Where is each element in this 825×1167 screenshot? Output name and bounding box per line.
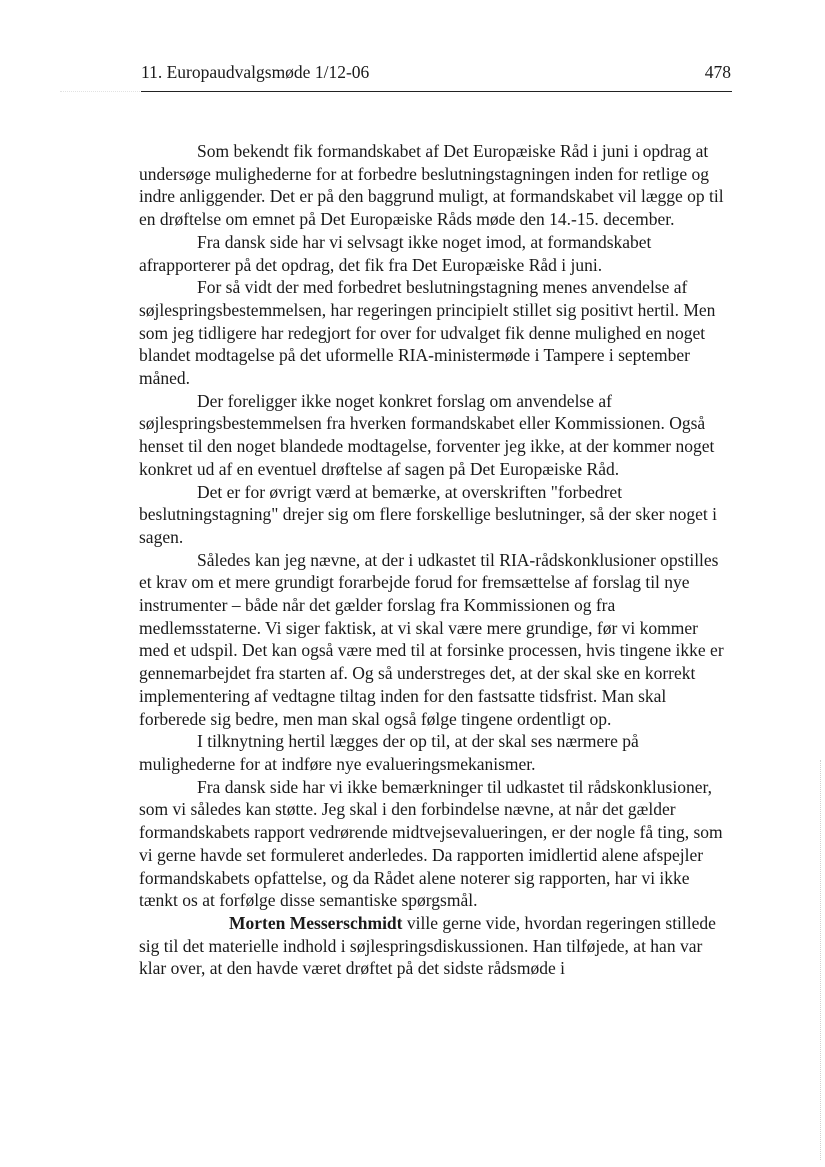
paragraph: Fra dansk side har vi ikke bemærkninger til udkastet til rådskonklusioner, som vi således kan støtte. Jeg skal i den forbindelse nævne, at når det gælder formandskabets rapport vedrørende midtvejsevalueringen, er der nogle få ting, som vi gerne havde set formuleret anderledes. Da rapporten imidlertid alene afspejler formandskabets opfattelse, og da Rådet alene noterer sig rapporten, har vi ikke tænkt os at forfølge disse semantiske spørgsmål. bbox=[139, 776, 723, 911]
header-rule bbox=[141, 91, 732, 92]
document-body bbox=[139, 140, 729, 980]
meeting-title: 11. Europaudvalgsmøde 1/12-06 bbox=[141, 62, 370, 82]
page-number: 478 bbox=[704, 62, 731, 82]
speaker-text: ville gerne vide, hvordan regeringen stillede sig til det materielle indhold i søjlespringsdiskussionen. Han tilføjede, at han var klar over, at den havde været drøftet på det sidste rådsmøde i bbox=[139, 912, 716, 979]
speaker-name: Morten Messerschmidt bbox=[229, 912, 403, 933]
scan-edge-artifact bbox=[820, 760, 821, 1160]
paragraph: Det er for øvrigt værd at bemærke, at overskriften "forbedret beslutningstagning" drejer sig om flere forskellige beslutninger, så der sker noget i sagen. bbox=[139, 481, 717, 547]
paragraph: Som bekendt fik formandskabet af Det Europæiske Råd i juni i opdrag at undersøge mulighederne for at forbedre beslutningstagningen inden for retlige og indre anliggender. Det er på den baggrund muligt, at formandskabet vil lægge op til en drøftelse om emnet på Det Europæiske Råds møde den 14.-15. december. bbox=[139, 141, 724, 230]
speaker-paragraph bbox=[139, 912, 729, 980]
paragraph: Der foreligger ikke noget konkret forslag om anvendelse af søjlespringsbestemmelsen fra hverken formandskabet eller Kommissionen. Også henset til den noget blandede modtagelse, forventer jeg ikke, at der kommer noget konkret ud af en eventuel drøftelse af sagen på Det Europæiske Råd. bbox=[139, 390, 715, 479]
paragraph: Fra dansk side har vi selvsagt ikke noget imod, at formandskabet afrapporterer på det opdrag, det fik fra Det Europæiske Råd i juni. bbox=[139, 231, 652, 275]
paragraph: Således kan jeg nævne, at der i udkastet til RIA-rådskonklusioner opstilles et krav om et mere grundigt forarbejde forud for fremsættelse af forslag til nye instrumenter – både når det gælder forslag fra Kommissionen og fra medlemsstaterne. Vi siger faktisk, at vi skal være mere grundige, før vi kommer med et udspil. Det kan også være med til at forsinke processen, hvis tingene ikke er gennemarbejdet fra starten af. Og så understreges det, at der skal ske en korrekt implementering af vedtagne tiltag inden for den fastsatte tidsfrist. Man skal forberede sig bedre, men man skal også følge tingene ordentligt op. bbox=[139, 549, 724, 729]
paragraph: I tilknytning hertil lægges der op til, at der skal ses nærmere på mulighederne for at indføre nye evalueringsmekanismer. bbox=[139, 731, 639, 774]
paragraph: For så vidt der med forbedret beslutningstagning menes anvendelse af søjlespringsbestemmelsen, har regeringen principielt stillet sig positivt hertil. Men som jeg tidligere har redegjort for over for udvalget fik denne mulighed en noget blandet modtagelse på det uformelle RIA-ministermøde i Tampere i september måned. bbox=[139, 277, 716, 389]
scan-artifact-line bbox=[60, 91, 140, 92]
